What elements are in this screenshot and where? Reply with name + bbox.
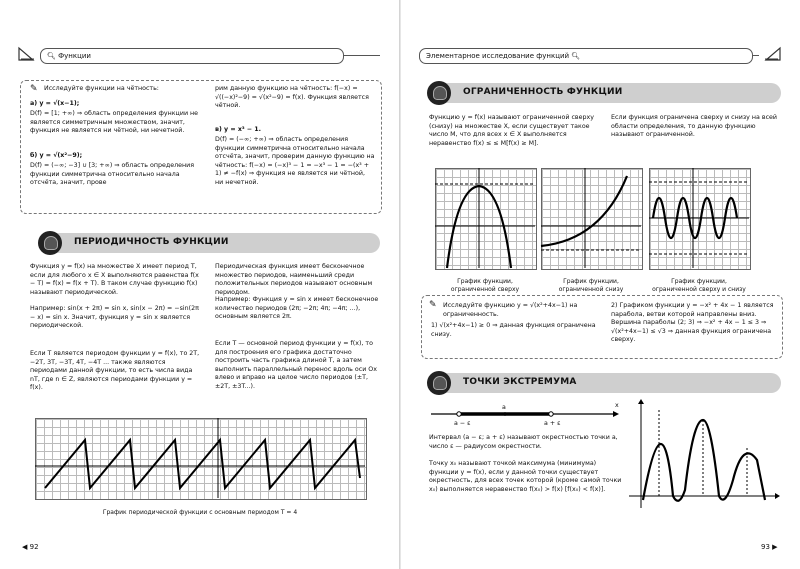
col2-paragraph-2: Например: Функция y = sin x имеет бесконечное количество периодов (2π; −2π; 4π; −4π; ...), основным является 2π.: [215, 296, 379, 321]
exercise-d-body: D(f) = (−∞; +∞) ⇒ область определения функции симметрична относительно начала отсчёта, значит, проверим данную функцию на чётность: f(−x) = (−x)³ − 1 = −x³ − 1 = −(x³ + 1) ≠ −f(x) ⇒ функция не является ни чётной, ни нечетной.: [215, 136, 375, 186]
col2-paragraph-1: Периодическая функция имеет бесконечное множество периодов, наименьший среди положительных периодов называют основным периодом.: [215, 263, 373, 296]
label-x-axis: x: [615, 402, 619, 409]
exercise-c-body: рим данную функцию на чётность: f(−x) = √((−x)²−9) = √(x²−9) = f(x). Функция является чётной.: [215, 85, 369, 110]
periodic-function-curve: [35, 418, 365, 498]
exercise2-part1: 1) √(x²+4x−1) ≥ 0 ⇒ данная функция ограничена снизу.: [431, 322, 596, 338]
graph-caption: График периодической функции с основным периодом T = 4: [102, 509, 298, 516]
label-a: a: [502, 404, 506, 411]
curve-bounded-below: [541, 168, 641, 268]
extremum-definition: Точку x₀ называют точкой максимума (минимума) функции y = f(x), если у данной точки существует окрестность, для всех точек которой (кроме самой точки x₀) выполняется неравенство f(x₀) > f(x) [f(x₀) < f(x)].: [429, 460, 622, 493]
right-page: [401, 0, 800, 569]
ruler-triangle-icon: [18, 47, 36, 61]
page-number-text: 92: [29, 543, 39, 551]
caption-bounded-below: График функции, ограниченной снизу: [558, 278, 624, 293]
col1-paragraph-3: Если T является периодом функции y = f(x), то 2T, −2T, 3T, −3T, 4T, −4T ... также являются периодами данной функции, то есть числа вида nT, где n ∈ Z, являются периодами функции y = f(x).: [30, 350, 200, 392]
exercise-b-body: D(f) = (−∞; −3] ∪ [3; +∞) ⇒ область определения функции симметрична относительно начала отсчёта, значит, прове: [30, 162, 194, 187]
page-header: [419, 48, 753, 64]
curve-bounded-both: [649, 168, 749, 268]
pencil-icon: ✎: [429, 300, 437, 310]
header-label: Элементарное исследование функций: [426, 52, 570, 60]
header-label: Функции: [58, 52, 91, 60]
page-number: 93 ▶: [761, 543, 778, 551]
exercise-prompt: Исследуйте функции на чётность:: [44, 85, 159, 92]
page-number: ◀ 92: [22, 543, 39, 551]
exercise-a-body: D(f) = [1; +∞) ⇒ область определения функции не является симметричным множеством, значит, функция не является ни чётной, ни нечетной.: [30, 110, 199, 135]
exercise-d-head: в) y = x³ − 1.: [215, 126, 262, 133]
mascot-icon: [38, 231, 62, 255]
label-a-minus-eps: a − ε: [454, 420, 471, 427]
page-number-text: 93: [761, 543, 770, 551]
section-title-bounded: ОГРАНИЧЕННОСТЬ ФУНКЦИИ: [463, 87, 623, 97]
curve-bounded-above: [435, 168, 535, 268]
mascot-icon: [427, 81, 451, 105]
col1-paragraph-1: Функция y = f(x) на множестве X имеет период T, если для любого x ∈ X выполняются равенства f(x − T) = f(x) = f(x + T). В таком случае функцию f(x) называют периодической.: [30, 263, 199, 296]
pencil-icon: ✎: [30, 84, 38, 94]
label-a-plus-eps: a + ε: [544, 420, 561, 427]
exercise2-part2: 2) Графиком функции y = −x² + 4x − 1 является парабола, ветви которой направлены вниз. Вершина параболы (2; 3) ⇒ −x² + 4x − 1 ≤ 3 ⇒ √(x²+4x−1) ≤ √3 ⇒ данная функция ограничена сверху.: [611, 302, 774, 344]
caption-bounded-both: График функции, ограниченной сверху и снизу: [652, 278, 746, 293]
caption-bounded-above: График функции, ограниченной сверху: [450, 278, 520, 293]
left-page: [0, 0, 399, 569]
section-title-extremum: ТОЧКИ ЭКСТРЕМУМА: [463, 377, 577, 387]
section-title: ПЕРИОДИЧНОСТЬ ФУНКЦИИ: [74, 237, 229, 247]
exercise-b-head: б) y = √(x²−9);: [30, 152, 83, 159]
extremum-graph: [629, 400, 779, 510]
search-icon: 🔍︎: [47, 52, 59, 60]
bounded-both-definition: Если функция ограничена сверху и снизу на всей области определения, то данную функцию называют ограниченной.: [611, 114, 778, 139]
page-header: [40, 48, 344, 64]
exercise2-prompt: Исследуйте функцию y = √(x²+4x−1) на ограниченность.: [443, 302, 578, 318]
search-icon: 🔍︎: [571, 52, 581, 60]
ruler-triangle-icon: [763, 47, 781, 61]
exercise-a-head: а) y = √(x−1);: [30, 100, 80, 107]
neighborhood-definition: Интервал (a − ε; a + ε) называют окрестностью точки a, число ε — радиусом окрестности.: [429, 434, 618, 450]
col2-paragraph-3: Если T — основной период функции y = f(x), то для построения его графика достаточно построить часть графика длиной T, а затем выполнить параллельный перенос вдоль оси Ox влево и вправо на целое число периодов (±T, ±2T, ±3T...).: [215, 340, 377, 390]
bounded-definition: Функцию y = f(x) называют ограниченной сверху (снизу) на множестве X, если существует такое число M, что для всех x ∈ X выполняется неравенство f(x) ≤ ≤ M[f(x) ≥ M].: [429, 114, 594, 147]
mascot-icon: [427, 371, 451, 395]
col1-paragraph-2: Например: sin(x + 2π) = sin x, sin(x − 2π) = −sin(2π − x) = sin x. Значит, функция y = sin x является периодической.: [30, 305, 199, 330]
